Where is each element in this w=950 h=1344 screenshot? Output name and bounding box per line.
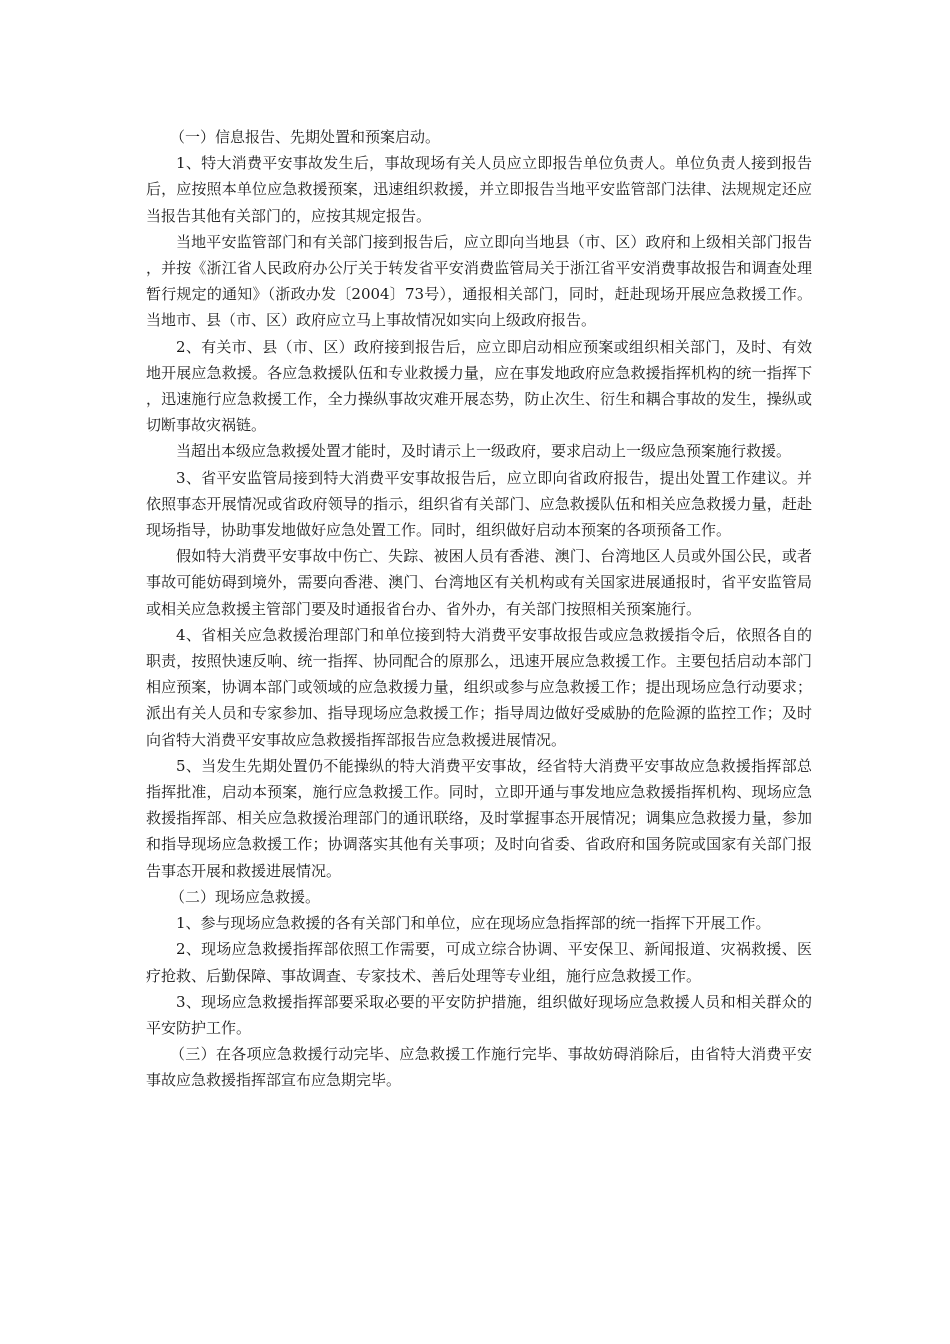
paragraph-foreign-casualties: 假如特大消费平安事故中伤亡、失踪、被困人员有香港、澳门、台湾地区人员或外国公民，或者事故可能妨碍到境外，需要向香港、澳门、台湾地区有关机构或有关国家进展通报时，省平安监管局或相关应急救援主管部门要及时通报省台办、省外办，有关部门按照相关预案施行。 (146, 547, 812, 618)
paragraph-local-supervision-report: 当地平安监管部门和有关部门接到报告后，应立即向当地县（市、区）政府和上级相关部门报告，并按《浙江省人民政府办公厅关于转发省平安消费监管局关于浙江省平安消费事故报告和调查处理暂行规定的通知》（浙政办发〔2004〕73号），通报相关部门，同时，赶赴现场开展应急救援工作。当地市、县（市、区）政府应立马上事故情况如实向上级政府报告。 (146, 232, 812, 330)
document-body (146, 124, 812, 1094)
paragraph-county-government-response: 2、有关市、县（市、区）政府接到报告后，应立即启动相应预案或组织相关部门，及时、有效地开展应急救援。各应急救援队伍和专业救援力量，应在事发地政府应急救援指挥机构的统一指挥下，迅速施行应急救援工作，全力操纵事故灾难开展态势，防止次生、衍生和耦合事故的发生，操纵或切断事故灾祸链。 (146, 337, 812, 435)
section-heading-info-report: （一）信息报告、先期处置和预案启动。 (170, 128, 441, 146)
paragraph-professional-groups: 2、现场应急救援指挥部依照工作需要，可成立综合协调、平安保卫、新闻报道、灾祸救援、医疗抢救、后勤保障、事故调查、专家技术、善后处理等专业组，施行应急救援工作。 (146, 940, 812, 985)
section-heading-onsite-rescue: （二）现场应急救援。 (170, 887, 321, 906)
paragraph-onsite-command: 1、参与现场应急救援的各有关部门和单位，应在现场应急指挥部的统一指挥下开展工作。 (176, 914, 771, 933)
paragraph-safety-protection: 3、现场应急救援指挥部要采取必要的平安防护措施，组织做好现场应急救援人员和相关群众的平安防护工作。 (146, 992, 812, 1037)
section-heading-end-of-emergency: （三）在各项应急救援行动完毕、应急救援工作施行完毕、事故妨碍消除后，由省特大消费平安事故应急救援指挥部宣布应急期完毕。 (146, 1045, 812, 1090)
paragraph-plan-activation: 5、当发生先期处置仍不能操纵的特大消费平安事故，经省特大消费平安事故应急救援指挥部总指挥批准，启动本预案，施行应急救援工作。同时，立即开通与事发地应急救援指挥机构、现场应急救援指挥部、相关应急救援治理部门的通讯联络，及时掌握事态开展情况；调集应急救援力量，参加和指导现场应急救援工作；协调落实其他有关事项；及时向省委、省政府和国务院或国家有关部门报告事态开展和救援进展情况。 (146, 756, 812, 880)
paragraph-escalation: 当超出本级应急救援处置才能时，及时请示上一级政府，要求启动上一级应急预案施行救援。 (176, 442, 792, 461)
paragraph-provincial-bureau-report: 3、省平安监管局接到特大消费平安事故报告后，应立即向省政府报告，提出处置工作建议。并依照事态开展情况或省政府领导的指示，组织省有关部门、应急救援队伍和相关应急救援力量，赶赴现场指导，协助事发地做好应急处置工作。同时，组织做好启动本预案的各项预备工作。 (146, 468, 812, 540)
paragraph-departments-response: 4、省相关应急救援治理部门和单位接到特大消费平安事故报告或应急救援指令后，依照各自的职责，按照快速反响、统一指挥、协同配合的原那么，迅速开展应急救援工作。主要包括启动本部门相应预案，协调本部门或领域的应急救援力量，组织或参与应急救援工作；提出现场应急行动要求；派出有关人员和专家参加、指导现场应急救援工作；指导周边做好受威胁的危险源的监控工作；及时向省特大消费平安事故应急救援指挥部报告应急救援进展情况。 (146, 625, 812, 749)
paragraph-report-unit-head: 1、特大消费平安事故发生后，事故现场有关人员应立即报告单位负责人。单位负责人接到报告后，应按照本单位应急救援预案，迅速组织救援，并立即报告当地平安监管部门法律、法规规定还应当报告其他有关部门的，应按其规定报告。 (146, 154, 812, 225)
